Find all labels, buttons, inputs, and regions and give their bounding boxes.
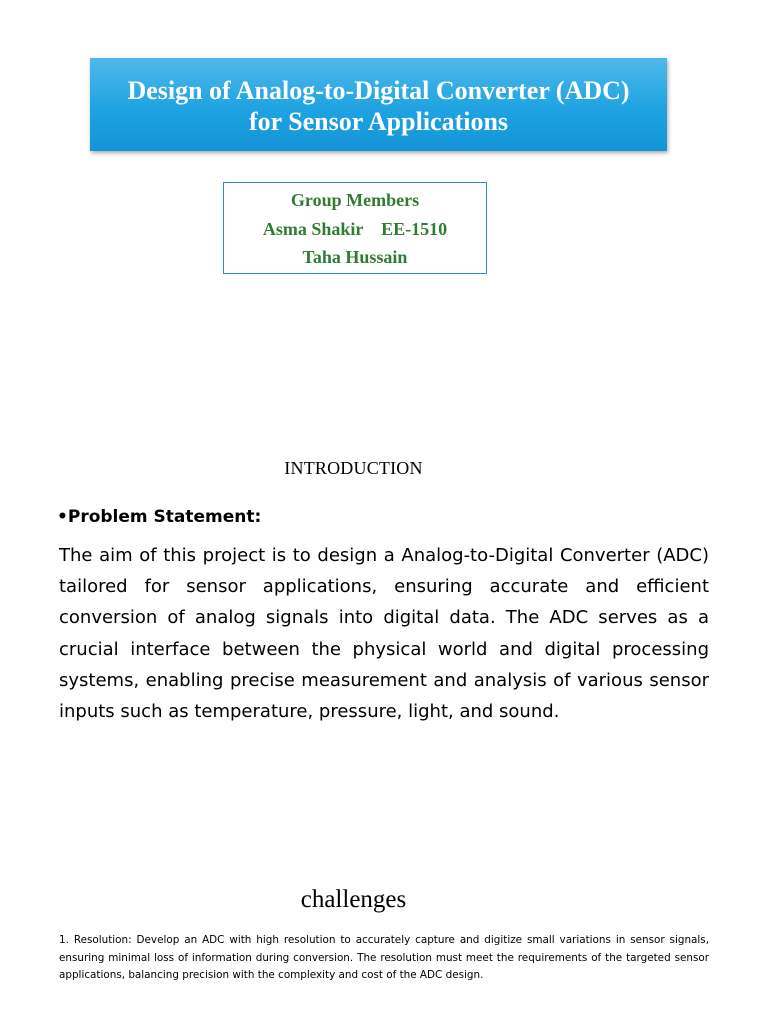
group-members-heading: Group Members: [290, 190, 420, 210]
problem-statement-text: The aim of this project is to design a Analog-to-Digital Converter (ADC) tailored for sensor applications, ensuring accurate and efficient conversion of analog signals into digital data. The ADC serves as a crucial interface between the physical world and digital processing systems, enabling precise measurement and analysis of various sensor inputs such as temperature, pressure, light, and sound.: [59, 545, 709, 723]
challenges-heading: challenges: [300, 886, 407, 913]
member-taha-hussain: Taha Hussain: [302, 247, 408, 267]
document-title-line-2: for Sensor Applications: [248, 106, 509, 136]
challenge-item-resolution: 1. Resolution: Develop an ADC with high resolution to accurately capture and digitize small variations in sensor signals, ensuring minimal loss of information during conversion. The resolution must meet the requirements of the targeted sensor applications, balancing precision with the complexity and cost of the ADC design.: [59, 934, 709, 981]
member-asma-shakir: Asma Shakir EE-1510: [262, 218, 448, 239]
document-title-line-1: Design of Analog-to-Digital Converter (ADC): [127, 75, 630, 105]
title-banner: [90, 58, 667, 151]
group-members-box: [223, 182, 487, 274]
introduction-heading: INTRODUCTION: [284, 458, 423, 478]
problem-statement-label: •Problem Statement:: [57, 507, 262, 527]
